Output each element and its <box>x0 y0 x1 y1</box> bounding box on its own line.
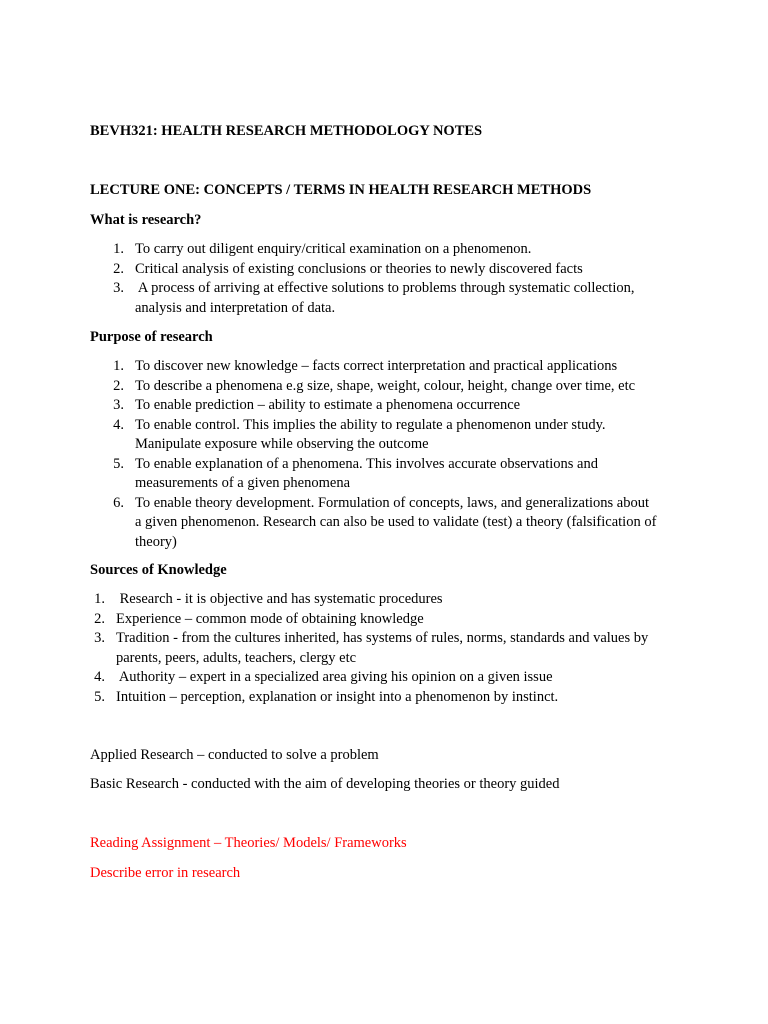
list-item-number: 2. <box>94 610 105 627</box>
list-item-number: 4. <box>113 416 124 433</box>
list-item-number: 1. <box>113 241 124 257</box>
list-item <box>90 455 690 494</box>
list-item-text-line: To enable explanation of a phenomena. This involves accurate observations and <box>135 455 598 472</box>
list-item <box>90 688 690 708</box>
list-item-text-line: a given phenomenon. Research can also be used to validate (test) a theory (falsification of <box>135 514 657 530</box>
list-item-number: 3. <box>94 630 105 646</box>
what-is-research-list <box>90 240 690 318</box>
list-item-number: 2. <box>113 260 124 277</box>
list-item-text: Authority – expert in a specialized area giving his opinion on a given issue <box>116 669 553 685</box>
list-item <box>90 629 690 668</box>
sources-list <box>90 590 690 707</box>
describe-error-assignment: Describe error in research <box>90 865 241 881</box>
list-item-text-line: To enable theory development. Formulation of concepts, laws, and generalizations about <box>135 494 649 511</box>
purpose-list <box>90 357 690 552</box>
list-item-text-line: Tradition - from the cultures inherited, has systems of rules, norms, standards and values by <box>116 630 649 646</box>
basic-research-definition: Basic Research - conducted with the aim of developing theories or theory guided <box>90 776 560 792</box>
list-item-text-line: analysis and interpretation of data. <box>135 299 336 316</box>
list-item <box>90 494 690 553</box>
list-item <box>90 279 690 318</box>
list-item-number: 2. <box>113 377 124 394</box>
list-item <box>90 590 690 610</box>
list-item-text-line: theory) <box>135 533 177 550</box>
list-item <box>90 416 690 455</box>
list-item-text-line: A process of arriving at effective solutions to problems through systematic collection, <box>135 280 635 296</box>
list-item <box>90 610 690 630</box>
list-item-text-line: Manipulate exposure while observing the outcome <box>135 436 429 452</box>
list-item-text: To describe a phenomena e.g size, shape, weight, colour, height, change over time, etc <box>135 377 636 394</box>
sources-heading: Sources of Knowledge <box>90 562 227 578</box>
list-item-number: 3. <box>113 280 124 296</box>
list-item-number: 3. <box>113 397 124 413</box>
list-item-number: 1. <box>113 358 124 374</box>
list-item-text: Research - it is objective and has systematic procedures <box>116 591 443 607</box>
list-item-number: 4. <box>94 669 105 685</box>
purpose-heading: Purpose of research <box>90 329 213 345</box>
list-item-text: Intuition – perception, explanation or insight into a phenomenon by instinct. <box>116 688 559 705</box>
list-item <box>90 260 690 280</box>
list-item-text: To discover new knowledge – facts correct interpretation and practical applications <box>135 358 618 374</box>
list-item-text-line: To enable control. This implies the ability to regulate a phenomenon under study. <box>135 416 606 433</box>
document-page <box>90 0 690 1024</box>
list-item-number: 5. <box>113 455 124 472</box>
list-item <box>90 357 690 377</box>
list-item-text-line: parents, peers, adults, teachers, clergy etc <box>116 649 357 666</box>
list-item-text: Experience – common mode of obtaining knowledge <box>116 610 424 627</box>
list-item-number: 1. <box>94 591 105 607</box>
list-item-text: To carry out diligent enquiry/critical examination on a phenomenon. <box>135 241 532 257</box>
list-item-number: 5. <box>94 688 105 705</box>
list-item <box>90 396 690 416</box>
list-item-text: To enable prediction – ability to estimate a phenomena occurrence <box>135 397 521 413</box>
what-is-research-heading: What is research? <box>90 212 202 228</box>
list-item <box>90 377 690 397</box>
list-item-text-line: measurements of a given phenomena <box>135 475 351 491</box>
list-item <box>90 240 690 260</box>
lecture-heading: LECTURE ONE: CONCEPTS / TERMS IN HEALTH RESEARCH METHODS <box>90 182 592 198</box>
reading-assignment: Reading Assignment – Theories/ Models/ Frameworks <box>90 835 407 851</box>
document-title: BEVH321: HEALTH RESEARCH METHODOLOGY NOTES <box>90 123 483 139</box>
list-item-number: 6. <box>113 494 124 511</box>
list-item <box>90 668 690 688</box>
applied-research-definition: Applied Research – conducted to solve a problem <box>90 747 379 763</box>
list-item-text: Critical analysis of existing conclusions or theories to newly discovered facts <box>135 260 583 277</box>
